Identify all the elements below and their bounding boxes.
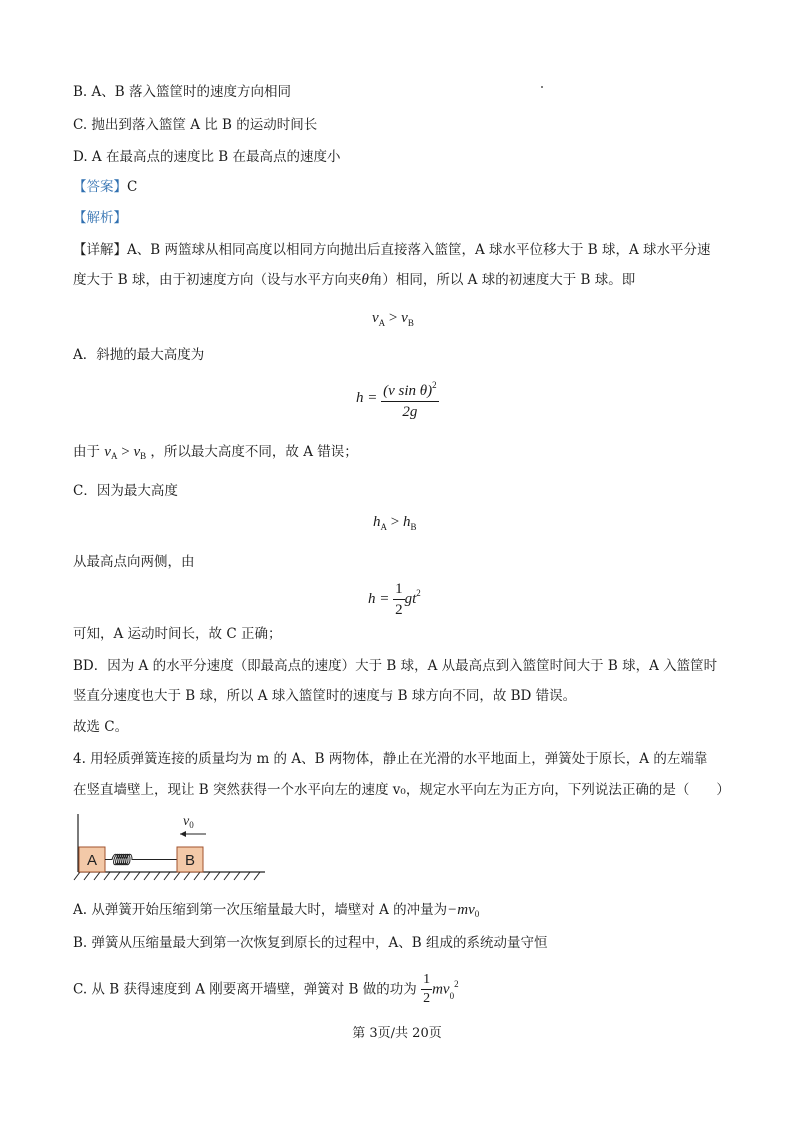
block-a-label: A — [86, 852, 98, 869]
spring-blocks-figure — [70, 810, 280, 885]
answer-tag: 【答案】 — [73, 179, 127, 195]
q4-option-b: B. 弹簧从压缩量最大到第一次恢复到原长的过程中，A、B 组成的系统动量守恒 — [73, 935, 548, 951]
answer-line — [73, 177, 137, 197]
q4-line-1: 4. 用轻质弹簧连接的质量均为 m 的 A、B 两物体，静止在光滑的水平地面上，弹簧处于原长，A 的左端靠 — [73, 751, 708, 767]
a-conclusion: 由于 $v_A > v_B$ ，所以最大高度不同，故 A 错误； — [73, 444, 358, 461]
option-c-prev: C. 抛出到落入篮筐 A 比 B 的运动时间长 — [73, 117, 318, 133]
c-conclusion: 可知，A 运动时间长，故 C 正确； — [73, 626, 282, 642]
q4-option-a: A. 从弹簧开始压缩到第一次压缩量最大时，墙壁对 A 的冲量为$-mv_0$ — [73, 902, 480, 919]
c-heading: C．因为最大高度 — [73, 483, 178, 499]
detail-line-2: 度大于 B 球，由于初速度方向（设与水平方向夹θ角）相同，所以 A 球的初速度大于 B 球。即 — [73, 272, 636, 288]
option-b-prev: B. A、B 落入篮筐时的速度方向相同 — [73, 84, 291, 100]
q4-line-2: 在竖直墙壁上，现让 B 突然获得一个水平向左的速度 v₀，规定水平向左为正方向，下列说法正确的是（ ） — [73, 782, 730, 798]
bd-line-1: BD．因为 A 的水平分速度（即最高点的速度）大于 B 球，A 从最高点到入篮筐时间大于 B 球，A 入篮筐时 — [73, 658, 718, 674]
detail-line-1: 【详解】A、B 两篮球从相同高度以相同方向抛出后直接落入篮筐，A 球水平位移大于 B 球，A 球水平分速 — [73, 242, 711, 258]
velocity-arrowhead — [180, 831, 186, 837]
equation-height-compare: $h_A > h_B$ — [373, 514, 417, 532]
velocity-label: $v_0$ — [183, 814, 194, 830]
q4-option-c: C. 从 B 获得速度到 A 刚要离开墙壁，弹簧对 B 做的功为 $\frac{1}{2}$ $mv_0^2$ — [73, 972, 459, 1006]
equation-velocity-compare: $v_A > v_B$ — [372, 310, 414, 328]
equation-free-fall: h = $\frac{1}{2}$ $gt^2$ — [368, 581, 421, 618]
block-b-label: B — [184, 852, 196, 869]
analysis-tag: 【解析】 — [73, 210, 127, 226]
equation-max-height: h = $\frac{(v \sin \theta)^2}{2g}$ — [356, 376, 439, 421]
bd-line-2: 竖直分速度也大于 B 球，所以 A 球入篮筐时的速度与 B 球方向不同，故 BD 错误。 — [73, 688, 577, 704]
option-d-prev: D. A 在最高点的速度比 B 在最高点的速度小 — [73, 149, 341, 165]
page-footer: 第 3页/共 20页 — [352, 1026, 442, 1041]
stray-dot — [541, 86, 543, 88]
choose-line: 故选 C。 — [73, 719, 129, 735]
c-side: 从最高点向两侧，由 — [73, 554, 195, 570]
ground-hatching — [74, 872, 260, 880]
answer-value: C — [127, 179, 138, 195]
spring — [105, 854, 177, 865]
detail-tag: 【详解】 — [73, 242, 127, 258]
a-heading: A．斜抛的最大高度为 — [73, 347, 205, 363]
